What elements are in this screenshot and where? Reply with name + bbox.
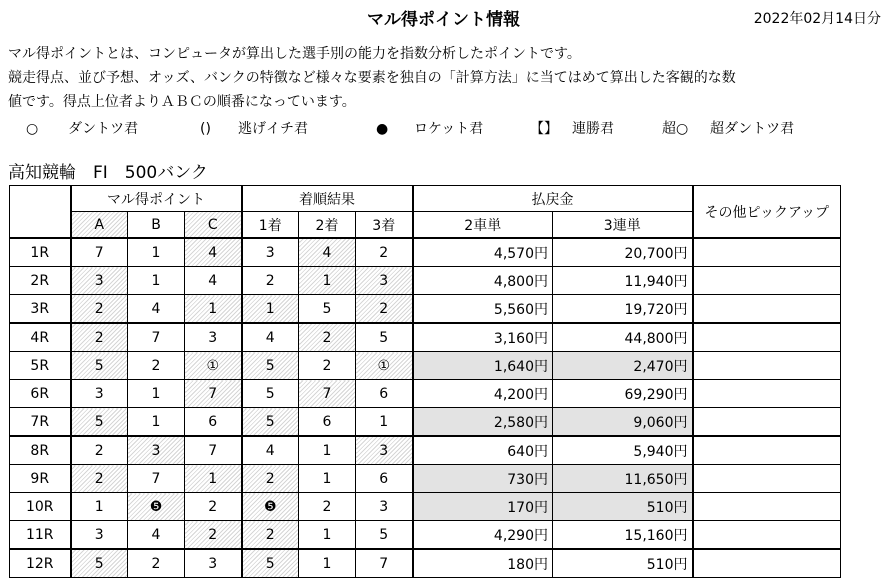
col-sanrentan-header: 3連単: [553, 212, 693, 239]
result-1st-cell: 1: [242, 295, 299, 324]
payout-nishatan-cell: 3,160円: [413, 323, 553, 352]
intro-text: [8, 42, 883, 114]
other-pickup-cell: [693, 238, 841, 267]
col-b-header: B: [128, 212, 185, 239]
table-row: [10, 436, 841, 465]
other-pickup-cell: [693, 267, 841, 295]
legend-label: ダントツ君: [68, 121, 139, 137]
point-c-cell: 2: [185, 493, 242, 521]
results-body: [10, 238, 841, 578]
payout-nishatan-cell: 640円: [413, 436, 553, 465]
point-c-cell: 4: [185, 238, 242, 267]
point-b-cell: 7: [128, 465, 185, 493]
point-b-cell: 4: [128, 521, 185, 550]
payout-nishatan-cell: 1,640円: [413, 352, 553, 380]
payout-sanrentan-cell: 2,470円: [553, 352, 693, 380]
payout-nishatan-cell: 4,570円: [413, 238, 553, 267]
result-2nd-cell: 7: [299, 380, 356, 408]
point-c-cell: ①: [185, 352, 242, 380]
result-2nd-cell: 2: [299, 323, 356, 352]
other-pickup-cell: [693, 295, 841, 324]
payout-nishatan-cell: 730円: [413, 465, 553, 493]
result-1st-cell: 5: [242, 380, 299, 408]
col-2nd-header: 2着: [299, 212, 356, 239]
result-3rd-cell: 7: [356, 549, 413, 578]
legend-symbol: 【】: [530, 121, 558, 137]
result-group-header: 着順結果: [242, 186, 413, 212]
results-table: [9, 185, 841, 578]
legend-symbol: 超○: [662, 121, 689, 137]
point-b-cell: 1: [128, 408, 185, 437]
payout-sanrentan-cell: 11,650円: [553, 465, 693, 493]
result-3rd-cell: 3: [356, 267, 413, 295]
result-1st-cell: 5: [242, 408, 299, 437]
col-a-header: A: [71, 212, 128, 239]
point-a-cell: 3: [71, 521, 128, 550]
legend-symbol: ○: [26, 121, 39, 137]
result-3rd-cell: 5: [356, 521, 413, 550]
table-row: [10, 493, 841, 521]
result-3rd-cell: 6: [356, 465, 413, 493]
result-2nd-cell: 4: [299, 238, 356, 267]
table-row: [10, 380, 841, 408]
payout-sanrentan-cell: 20,700円: [553, 238, 693, 267]
result-3rd-cell: 2: [356, 295, 413, 324]
result-3rd-cell: 6: [356, 380, 413, 408]
point-a-cell: 3: [71, 267, 128, 295]
result-1st-cell: 2: [242, 267, 299, 295]
symbol-legend: [26, 118, 794, 138]
point-c-cell: 1: [185, 465, 242, 493]
result-2nd-cell: 5: [299, 295, 356, 324]
table-row: [10, 238, 841, 267]
race-number-cell: 4R: [10, 323, 71, 352]
col-nishatan-header: 2車単: [413, 212, 553, 239]
point-b-cell: 4: [128, 295, 185, 324]
race-number-cell: 10R: [10, 493, 71, 521]
payout-group-header: 払戻金: [413, 186, 693, 212]
col-3rd-header: 3着: [356, 212, 413, 239]
col-1st-header: 1着: [242, 212, 299, 239]
point-a-cell: 2: [71, 323, 128, 352]
payout-nishatan-cell: 170円: [413, 493, 553, 521]
point-b-cell: 1: [128, 238, 185, 267]
result-3rd-cell: 3: [356, 493, 413, 521]
point-c-cell: 3: [185, 323, 242, 352]
other-pickup-cell: [693, 323, 841, 352]
result-2nd-cell: 1: [299, 521, 356, 550]
point-a-cell: 5: [71, 408, 128, 437]
result-1st-cell: 4: [242, 436, 299, 465]
race-number-cell: 12R: [10, 549, 71, 578]
result-1st-cell: ❺: [242, 493, 299, 521]
venue-heading: 高知競輪 FI 500バンク: [8, 163, 208, 183]
payout-sanrentan-cell: 11,940円: [553, 267, 693, 295]
result-3rd-cell: 5: [356, 323, 413, 352]
other-pickup-cell: [693, 549, 841, 578]
race-number-cell: 7R: [10, 408, 71, 437]
payout-sanrentan-cell: 510円: [553, 549, 693, 578]
point-b-cell: 3: [128, 436, 185, 465]
point-c-cell: 6: [185, 408, 242, 437]
payout-nishatan-cell: 180円: [413, 549, 553, 578]
point-b-cell: 7: [128, 323, 185, 352]
result-3rd-cell: 1: [356, 408, 413, 437]
point-c-cell: 4: [185, 267, 242, 295]
race-header: [10, 186, 71, 239]
payout-sanrentan-cell: 15,160円: [553, 521, 693, 550]
other-pickup-header: その他ピックアップ: [693, 186, 841, 239]
race-number-cell: 5R: [10, 352, 71, 380]
legend-label: ロケット君: [414, 121, 484, 137]
payout-nishatan-cell: 4,290円: [413, 521, 553, 550]
point-a-cell: 5: [71, 352, 128, 380]
payout-nishatan-cell: 4,800円: [413, 267, 553, 295]
table-row: [10, 549, 841, 578]
result-2nd-cell: 2: [299, 493, 356, 521]
point-a-cell: 2: [71, 465, 128, 493]
result-2nd-cell: 6: [299, 408, 356, 437]
other-pickup-cell: [693, 436, 841, 465]
table-row: [10, 352, 841, 380]
point-a-cell: 1: [71, 493, 128, 521]
point-c-cell: 1: [185, 295, 242, 324]
payout-nishatan-cell: 2,580円: [413, 408, 553, 437]
legend-symbol: ●: [376, 121, 389, 137]
point-b-cell: ❺: [128, 493, 185, 521]
payout-sanrentan-cell: 19,720円: [553, 295, 693, 324]
race-number-cell: 2R: [10, 267, 71, 295]
report-date: 2022年02月14日分: [753, 11, 881, 27]
point-c-cell: 7: [185, 380, 242, 408]
legend-label: 連勝君: [572, 121, 614, 137]
legend-label: 超ダントツ君: [710, 121, 795, 137]
point-a-cell: 3: [71, 380, 128, 408]
result-3rd-cell: ①: [356, 352, 413, 380]
result-1st-cell: 2: [242, 465, 299, 493]
point-a-cell: 5: [71, 549, 128, 578]
point-a-cell: 2: [71, 295, 128, 324]
other-pickup-cell: [693, 521, 841, 550]
other-pickup-cell: [693, 493, 841, 521]
page-title: マル得ポイント情報: [367, 10, 520, 30]
race-number-cell: 1R: [10, 238, 71, 267]
table-row: [10, 267, 841, 295]
race-number-cell: 3R: [10, 295, 71, 324]
intro-line: 競走得点、並び予想、オッズ、バンクの特徴など様々な要素を独自の「計算方法」に当てはめて算出した客観的な数: [8, 70, 736, 86]
result-1st-cell: 4: [242, 323, 299, 352]
table-row: [10, 521, 841, 550]
other-pickup-cell: [693, 352, 841, 380]
race-number-cell: 11R: [10, 521, 71, 550]
point-a-cell: 2: [71, 436, 128, 465]
result-2nd-cell: 1: [299, 436, 356, 465]
table-row: [10, 323, 841, 352]
other-pickup-cell: [693, 380, 841, 408]
legend-label: 逃げイチ君: [238, 121, 308, 137]
payout-sanrentan-cell: 9,060円: [553, 408, 693, 437]
payout-sanrentan-cell: 510円: [553, 493, 693, 521]
point-b-cell: 1: [128, 380, 185, 408]
point-b-cell: 2: [128, 352, 185, 380]
table-row: [10, 408, 841, 437]
point-a-cell: 7: [71, 238, 128, 267]
race-number-cell: 8R: [10, 436, 71, 465]
race-number-cell: 6R: [10, 380, 71, 408]
table-row: [10, 465, 841, 493]
point-c-cell: 3: [185, 549, 242, 578]
result-1st-cell: 5: [242, 352, 299, 380]
race-number-cell: 9R: [10, 465, 71, 493]
payout-nishatan-cell: 5,560円: [413, 295, 553, 324]
other-pickup-cell: [693, 408, 841, 437]
payout-sanrentan-cell: 69,290円: [553, 380, 693, 408]
intro-line: マル得ポイントとは、コンピュータが算出した選手別の能力を指数分析したポイントです。: [8, 46, 581, 62]
result-3rd-cell: 3: [356, 436, 413, 465]
legend-symbol: (): [200, 121, 211, 137]
point-b-cell: 2: [128, 549, 185, 578]
table-row: [10, 295, 841, 324]
result-1st-cell: 3: [242, 238, 299, 267]
result-2nd-cell: 1: [299, 465, 356, 493]
payout-sanrentan-cell: 44,800円: [553, 323, 693, 352]
point-c-cell: 7: [185, 436, 242, 465]
payout-sanrentan-cell: 5,940円: [553, 436, 693, 465]
point-c-cell: 2: [185, 521, 242, 550]
payout-nishatan-cell: 4,200円: [413, 380, 553, 408]
result-1st-cell: 2: [242, 521, 299, 550]
intro-line: 値です。得点上位者よりＡＢＣの順番になっています。: [8, 94, 356, 110]
result-2nd-cell: 1: [299, 267, 356, 295]
point-b-cell: 1: [128, 267, 185, 295]
result-2nd-cell: 2: [299, 352, 356, 380]
result-2nd-cell: 1: [299, 549, 356, 578]
other-pickup-cell: [693, 465, 841, 493]
result-3rd-cell: 2: [356, 238, 413, 267]
col-c-header: C: [185, 212, 242, 239]
points-group-header: マル得ポイント: [71, 186, 242, 212]
result-1st-cell: 5: [242, 549, 299, 578]
